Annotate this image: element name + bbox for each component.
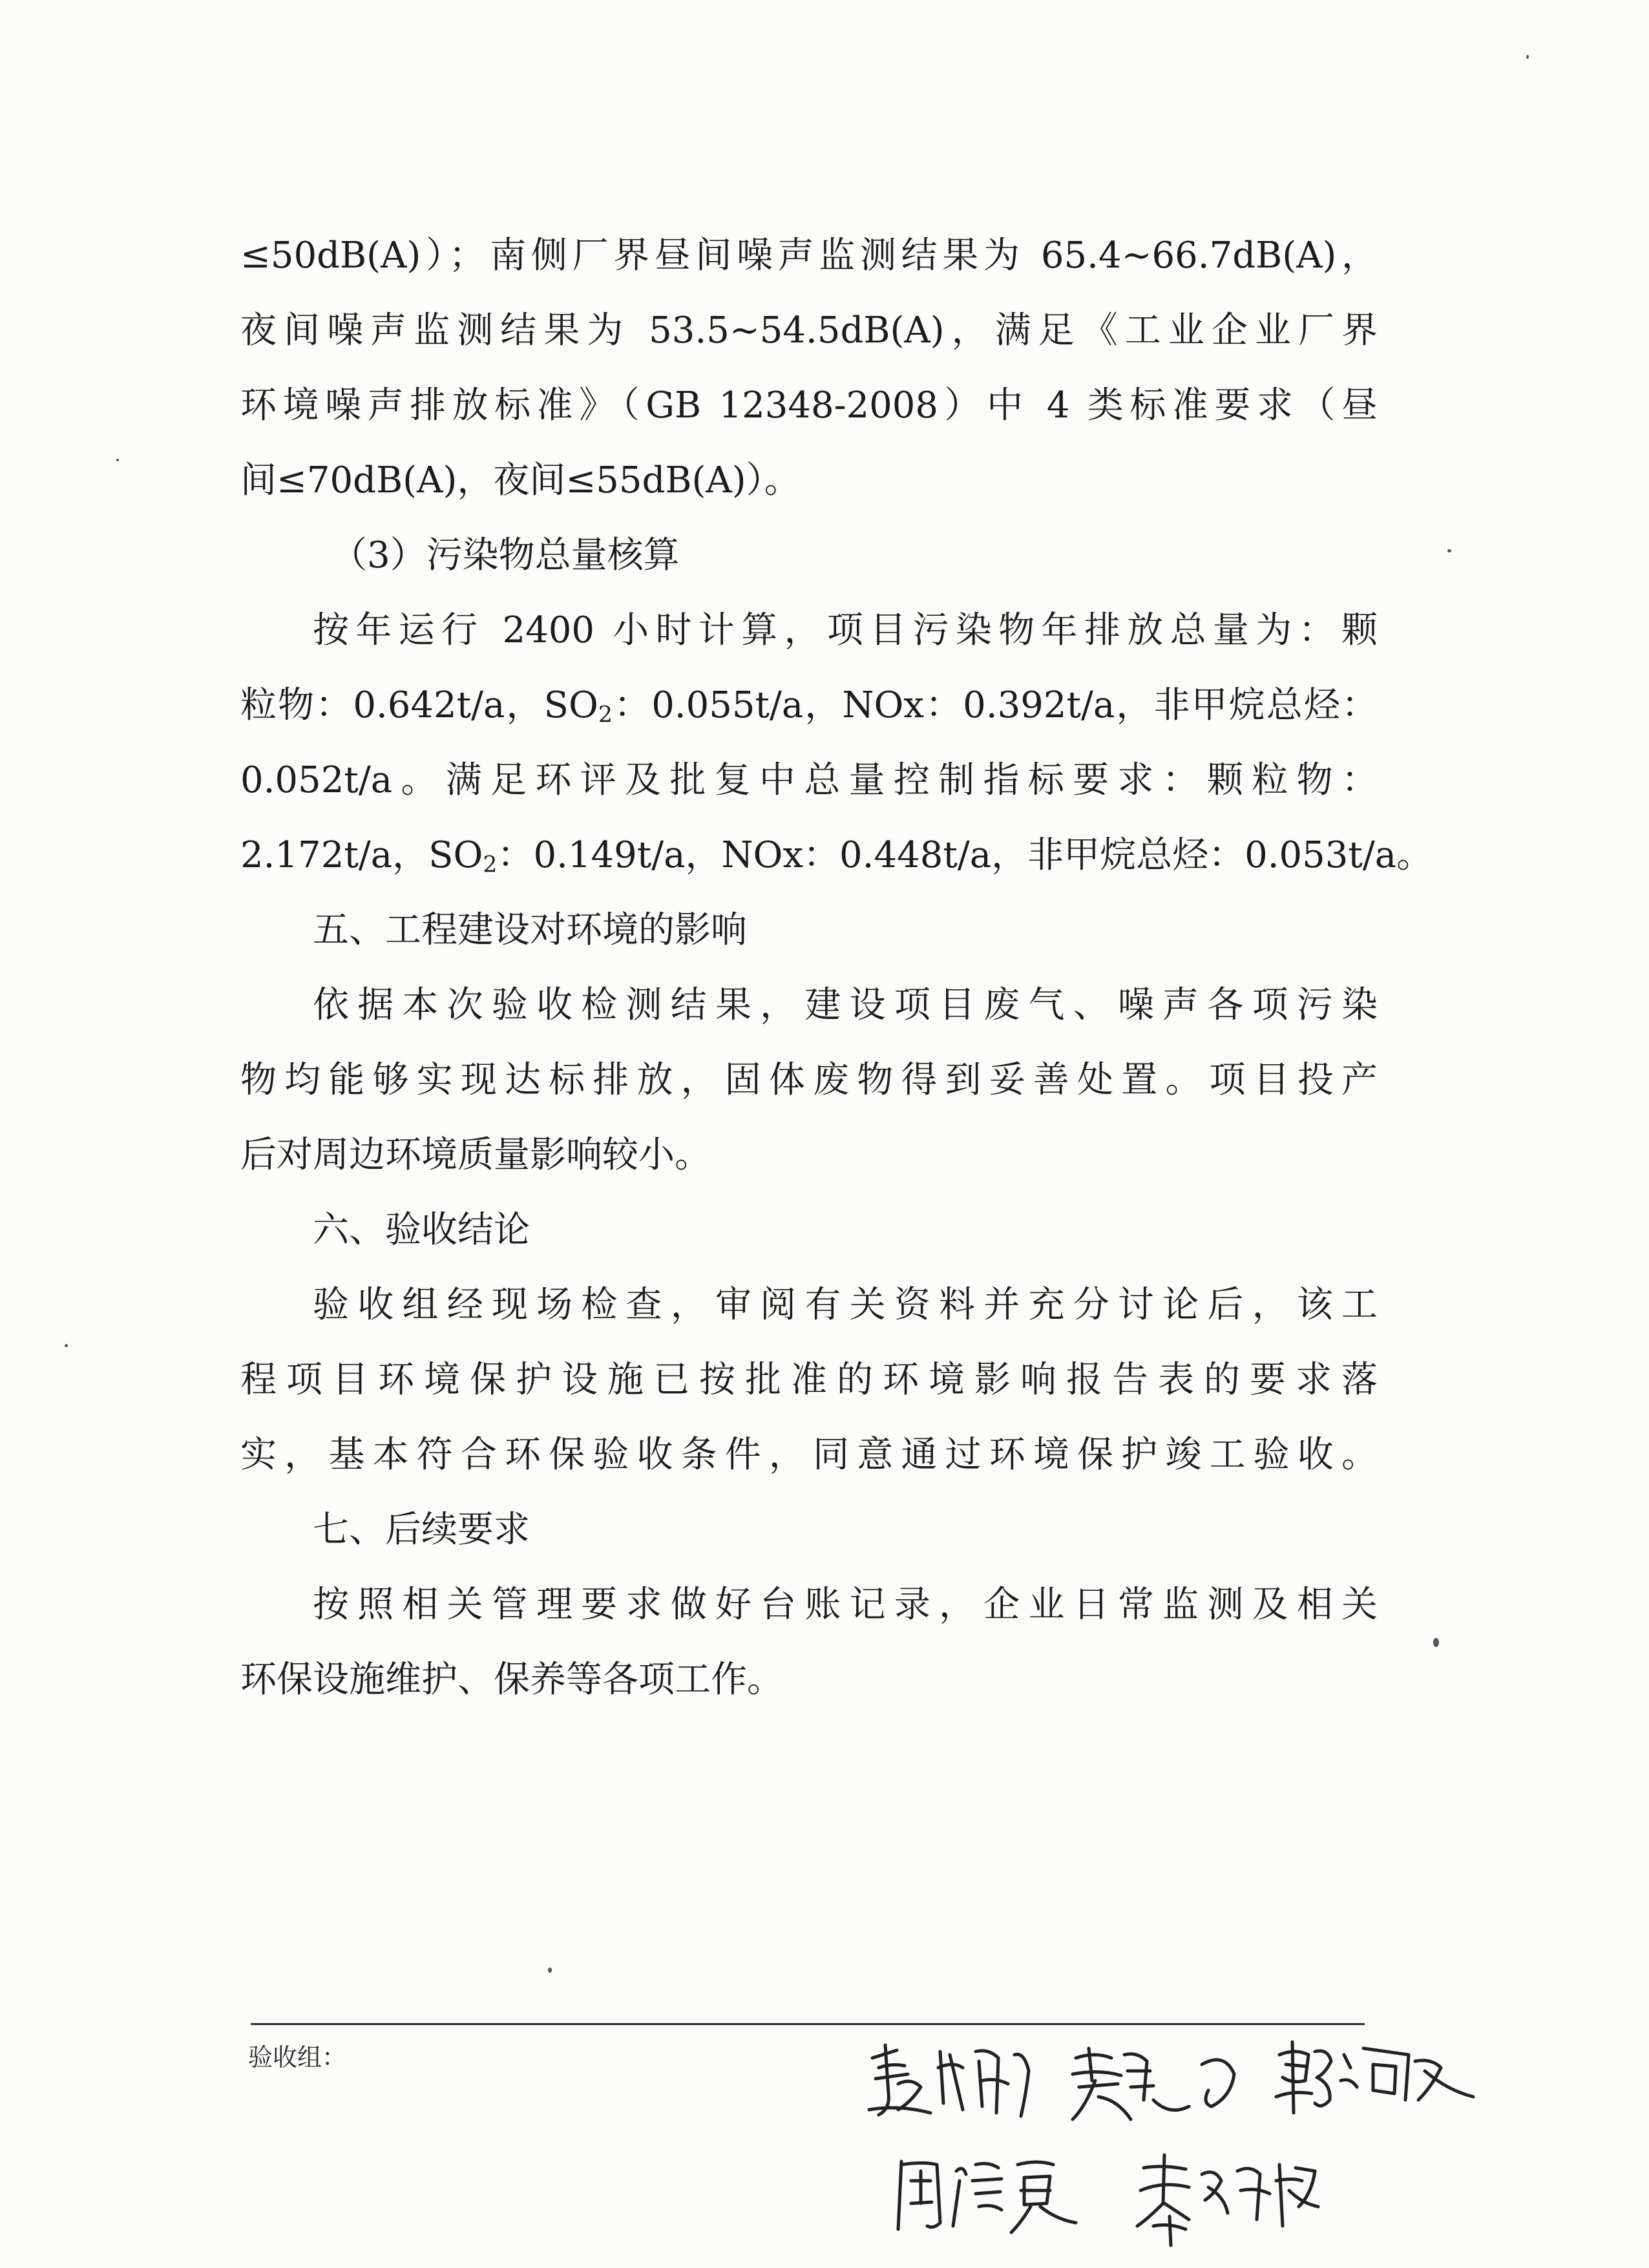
scan-speck: [1447, 549, 1451, 552]
section-heading: 五、工程建设对环境的影响: [313, 909, 747, 951]
signature-5: [1124, 2142, 1331, 2252]
section-heading: 七、后续要求: [313, 1509, 530, 1551]
text-line: 按年运行 2400 小时计算，项目污染物年排放总量为：颗: [313, 609, 1378, 651]
scan-speck: [1526, 55, 1529, 59]
text-line: 验收组经现场检查，审阅有关资料并充分讨论后，该工: [313, 1284, 1378, 1326]
text-line: 依据本次验收检测结果，建设项目废气、噪声各项污染: [313, 984, 1378, 1026]
text-line: 间≤70dB(A)，夜间≤55dB(A)）。: [240, 459, 801, 501]
text-line: 实，基本符合环保验收条件，同意通过环境保护竣工验收。: [240, 1434, 1378, 1476]
text-line: 程项目环境保护设施已按批准的环境影响报告表的要求落: [240, 1359, 1378, 1401]
signature-1: [859, 2032, 1053, 2136]
text-line: 环保设施维护、保养等各项工作。: [240, 1659, 783, 1701]
section-heading: 六、验收结论: [313, 1209, 530, 1251]
text-line: 粒物：0.642t/a，$SO_2$：0.055t/a，NOx：0.392t/a，非甲烷总烃：: [240, 684, 1378, 728]
text-line: 2.172t/a，$SO_2$：0.149t/a，NOx：0.448t/a，非甲烷总烃：0.053t/a。: [240, 834, 1433, 878]
scan-speck: [65, 1344, 68, 1347]
signature-2: [1060, 2035, 1254, 2132]
document-body: [240, 218, 1433, 1717]
text-line: 0.052t/a。满足环评及批复中总量控制指标要求：颗粒物：: [240, 759, 1378, 801]
subsection-heading: （3）污染物总量核算: [331, 534, 680, 576]
text-line: 环境噪声排放标准》（GB 12348-2008）中 4 类标准要求（昼: [240, 384, 1378, 426]
scan-speck: [116, 459, 119, 461]
text-line: 物均能够实现达标排放，固体废物得到妥善处置。项目投产: [240, 1059, 1378, 1101]
scan-speck: [548, 1968, 552, 1973]
footer-divider: [251, 2023, 1365, 2025]
scan-speck: [1433, 1638, 1439, 1647]
signature-4: [885, 2145, 1092, 2249]
text-line: ≤50dB(A)）；南侧厂界昼间噪声监测结果为 65.4~66.7dB(A)，: [240, 235, 1378, 277]
signature-3: [1266, 2029, 1486, 2132]
text-line: 夜间噪声监测结果为 53.5~54.5dB(A)，满足《工业企业厂界: [240, 310, 1378, 352]
acceptance-group-label: 验收组：: [248, 2043, 347, 2072]
text-line: 按照相关管理要求做好台账记录，企业日常监测及相关: [313, 1584, 1378, 1626]
text-line: 后对周边环境质量影响较小。: [240, 1134, 711, 1176]
